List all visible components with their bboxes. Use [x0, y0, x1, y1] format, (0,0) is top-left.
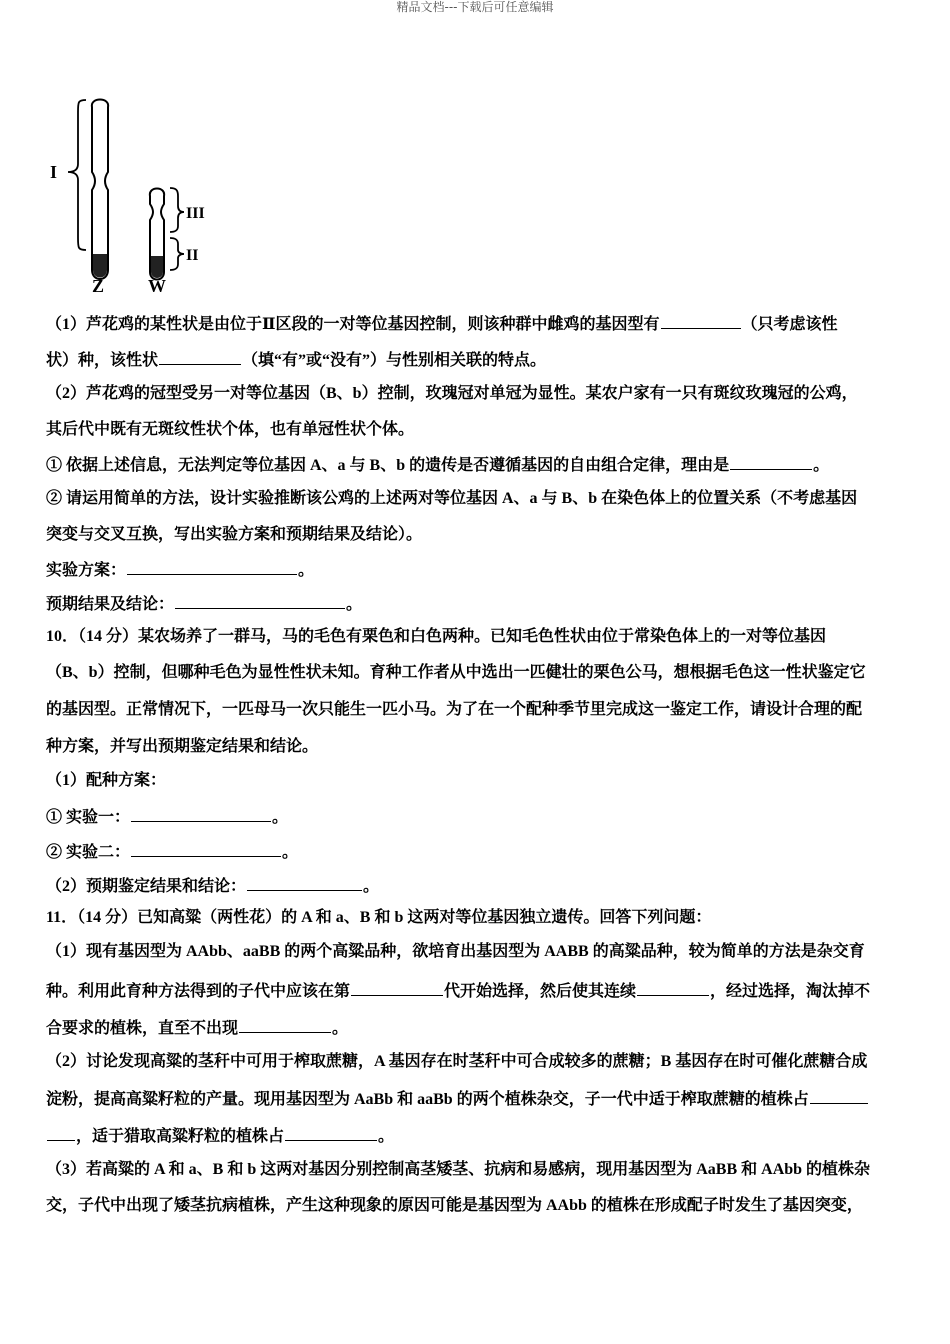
q11-2-line-2: 淀粉，提高高粱籽粒的产量。现用基因型为 AaBb 和 aaBb 的两个植株杂交，子一代中适于榨取蔗糖的植株占 — [46, 1087, 912, 1111]
label-W: W — [148, 276, 166, 296]
q11-3-line-2: 交，子代中出现了矮茎抗病植株，产生这种现象的原因可能是基因型为 AAbb 的植株在形成配子时发生了基因突变， — [46, 1197, 863, 1214]
answer-blank[interactable] — [131, 805, 271, 822]
q10-line-4: 种方案，并写出预期鉴定结果和结论。 — [46, 738, 319, 755]
answer-blank[interactable] — [131, 840, 281, 857]
q9-2-line-2: 其后代中既有无斑纹性状个体，也有单冠性状个体。 — [46, 421, 415, 438]
q10-line-2: （B、b）控制，但哪种毛色为显性性状未知。育种工作者从中选出一匹健壮的栗色公马，想根据毛色这一性状鉴定它 — [46, 664, 866, 681]
label-Z: Z — [92, 276, 105, 296]
answer-blank[interactable] — [351, 979, 443, 996]
answer-blank[interactable] — [247, 874, 362, 891]
label-III: III — [186, 205, 205, 222]
q10-2: （2）预期鉴定结果和结论： 。 — [46, 874, 912, 898]
answer-blank[interactable] — [159, 348, 241, 365]
answer-blank[interactable] — [661, 312, 741, 329]
q11-2-line-1: （2）讨论发现高粱的茎秆中可用于榨取蔗糖，A 基因存在时茎秆中可合成较多的蔗糖；B 基因存在时可催化蔗糖合成 — [46, 1053, 868, 1070]
chromosome-diagram — [40, 92, 240, 300]
q9-expected-result: 预期结果及结论： 。 — [46, 592, 912, 616]
label-I: I — [50, 162, 58, 182]
answer-blank[interactable] — [47, 1124, 75, 1141]
q11-1-line-3: 合要求的植株，直至不出现 。 — [46, 1016, 912, 1040]
answer-blank[interactable] — [730, 453, 812, 470]
q11-1-line-1: （1）现有基因型为 AAbb、aaBB 的两个高粱品种，欲培育出基因型为 AABB 的高粱品种，较为简单的方法是杂交育 — [46, 943, 865, 960]
q9-1-line-1: （1）芦花鸡的某性状是由位于Ⅱ区段的一对等位基因控制，则该种群中雌鸡的基因型有 （只考虑该性 — [46, 312, 912, 336]
answer-blank[interactable] — [127, 558, 297, 575]
q11-1-line-2: 种。利用此育种方法得到的子代中应该在第 代开始选择，然后使其连续 ，经过选择，淘汰掉不 — [46, 979, 912, 1003]
q9-2-sub-2-line-1: ② 请运用简单的方法，设计实验推断该公鸡的上述两对等位基因 A、a 与 B、b 在染色体上的位置关系（不考虑基因 — [46, 490, 858, 507]
q9-2-sub-1: ① 依据上述信息，无法判定等位基因 A、a 与 B、b 的遗传是否遵循基因的自由组合定律，理由是 。 — [46, 453, 912, 477]
label-II: II — [186, 247, 199, 264]
answer-blank[interactable] — [810, 1087, 868, 1104]
answer-blank[interactable] — [285, 1124, 377, 1141]
page-header: 精品文档---下载后可任意编辑 — [396, 0, 554, 14]
z-chromosome — [92, 100, 108, 280]
q10-line-3: 的基因型。正常情况下，一匹母马一次只能生一匹小马。为了在一个配种季节里完成这一鉴定工作，请设计合理的配 — [46, 701, 863, 718]
q11-2-line-3: ，适于猎取高粱籽粒的植株占 。 — [46, 1124, 912, 1148]
brace-III — [170, 188, 184, 232]
answer-blank[interactable] — [637, 979, 709, 996]
q10-1: （1）配种方案： — [46, 772, 167, 789]
brace-II — [170, 238, 184, 270]
answer-blank[interactable] — [175, 592, 345, 609]
q11-3-line-1: （3）若高粱的 A 和 a、B 和 b 这两对基因分别控制高茎矮茎、抗病和易感病，现用基因型为 AaBB 和 AAbb 的植株杂 — [46, 1161, 871, 1178]
q9-2-sub-2-line-2: 突变与交叉互换，写出实验方案和预期结果及结论）。 — [46, 526, 423, 543]
w-chromosome-shaded-end — [151, 256, 163, 278]
brace-I — [68, 100, 86, 250]
z-chromosome-shaded-end — [93, 254, 107, 278]
q9-experiment-plan: 实验方案： 。 — [46, 558, 912, 582]
q9-2-line-1: （2）芦花鸡的冠型受另一对等位基因（B、b）控制，玫瑰冠对单冠为显性。某农户家有一只有斑纹玫瑰冠的公鸡， — [46, 385, 858, 402]
q10-line-1: 10．（14 分）某农场养了一群马，马的毛色有栗色和白色两种。已知毛色性状由位于常染色体上的一对等位基因 — [46, 628, 827, 645]
q10-experiment-1: ① 实验一： 。 — [46, 805, 912, 829]
q11-intro: 11．（14 分）已知高粱（两性花）的 A 和 a、B 和 b 这两对等位基因独立遗传。回答下列问题： — [46, 909, 712, 926]
answer-blank[interactable] — [239, 1016, 331, 1033]
q9-1-line-2: 状）种，该性状 （填“有”或“没有”）与性别相关联的特点。 — [46, 348, 912, 372]
q10-experiment-2: ② 实验二： 。 — [46, 840, 912, 864]
